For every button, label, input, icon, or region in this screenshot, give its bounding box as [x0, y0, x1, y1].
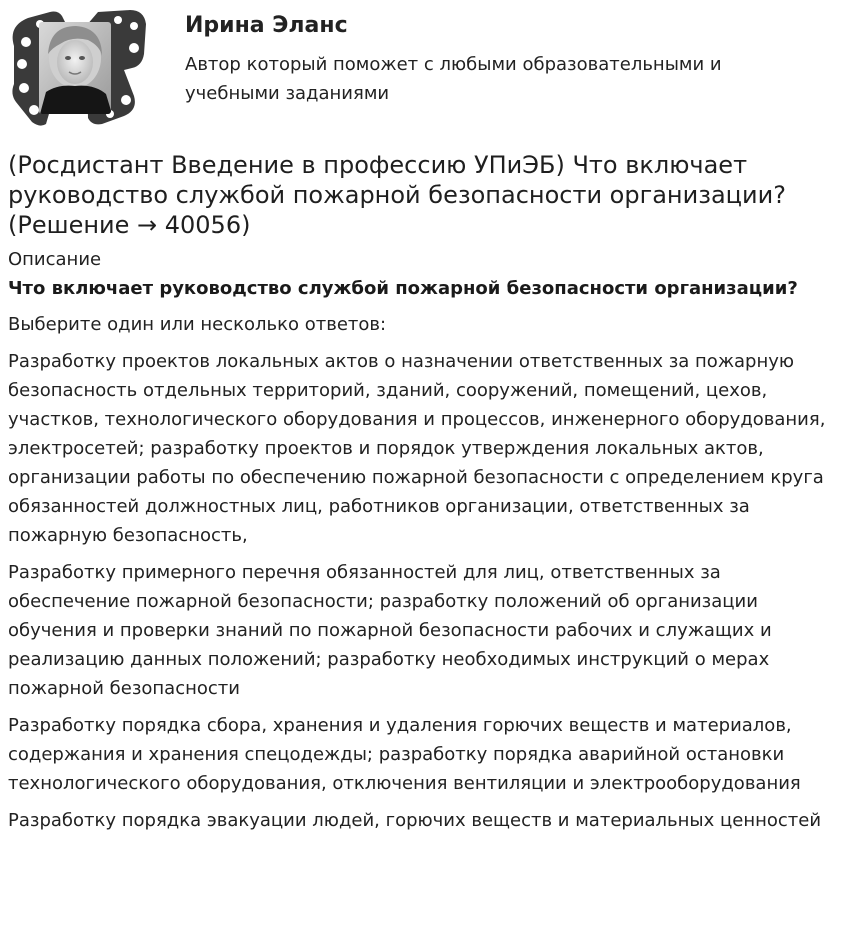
- author-photo: [39, 22, 112, 114]
- answer-option-1: Разработку проектов локальных актов о назначении ответственных за пожарную безопасность отдельных территорий, зданий, сооружений, помещений, цехов, участков, технологического оборудования и процессов, инженерного оборудования, электросетей; разработку проектов и порядок утверждения локальных актов, организации работы по обеспечению пожарной безопасности с определением круга обязанностей должностных лиц, работников организации, ответственных за пожарную безопасность,: [8, 351, 826, 546]
- answer-instruction: Выберите один или несколько ответов:: [8, 314, 387, 335]
- answer-option-3: Разработку порядка сбора, хранения и удаления горючих веществ и материалов, содержания и хранения спецодежды; разработку порядка аварийной остановки технологического оборудования, отключения вентиляции и электрооборудования: [8, 715, 801, 794]
- author-description: Автор который поможет с любыми образовательными и учебными заданиями: [185, 54, 722, 104]
- author-card: [0, 0, 847, 138]
- answer-option-2: Разработку примерного перечня обязанностей для лиц, ответственных за обеспечение пожарной безопасности; разработку положений об организации обучения и проверки знаний по пожарной безопасности рабочих и служащих и реализацию данных положений; разработку необходимых инструкций о мерах пожарной безопасности: [8, 562, 772, 699]
- author-avatar: [6, 6, 152, 130]
- description-label: Описание: [8, 249, 102, 270]
- answer-option-4: Разработку порядка эвакуации людей, горючих веществ и материальных ценностей: [8, 810, 822, 831]
- main-content: [0, 150, 847, 835]
- author-name[interactable]: Ирина Эланс: [185, 13, 348, 38]
- page-title: (Росдистант Введение в профессию УПиЭБ) Что включает руководство службой пожарной безопасности организации? (Решение → 40056): [8, 151, 786, 239]
- question-text: Что включает руководство службой пожарной безопасности организации?: [8, 278, 798, 299]
